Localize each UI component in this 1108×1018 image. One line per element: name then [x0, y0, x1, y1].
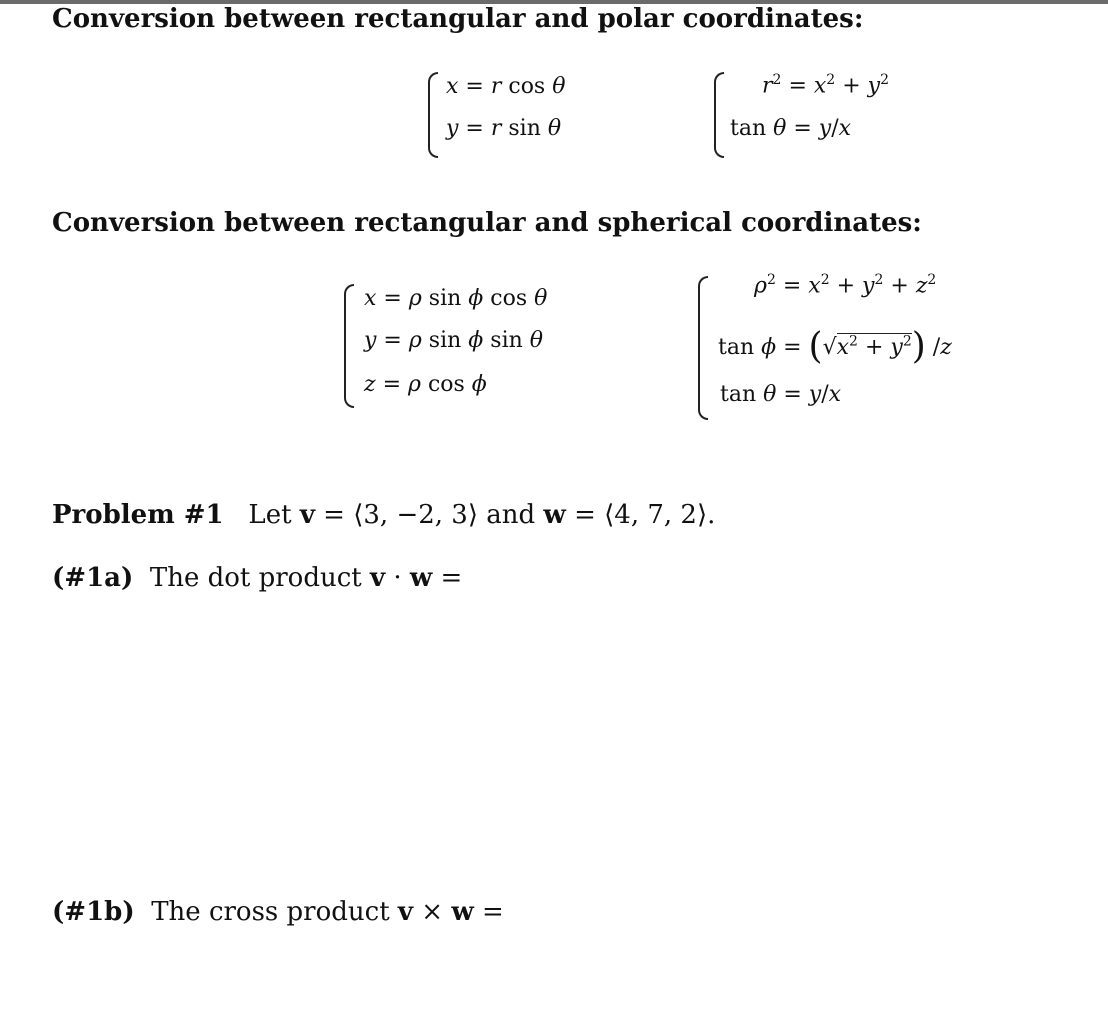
polar-heading: Conversion between rectangular and polar coordinates: — [52, 4, 864, 34]
spherical-heading: Conversion between rectangular and spherical coordinates: — [52, 208, 922, 238]
polar-eq-tan: tan θ = y/x — [730, 116, 852, 141]
spherical-eq-y: y = ρ sin ϕ sin θ — [364, 328, 544, 353]
left-brace — [344, 284, 354, 408]
part-1b: (#1b) The cross product v × w = — [52, 897, 504, 927]
spherical-inverse-system — [698, 270, 1028, 420]
spherical-eq-tan-theta: tan θ = y/x — [720, 382, 842, 407]
part-1a: (#1a) The dot product v · w = — [52, 563, 463, 593]
problem-statement: Problem #1 Let v = ⟨3, −2, 3⟩ and w = ⟨4, 7, 2⟩. — [52, 500, 716, 530]
problem-label: Problem #1 — [52, 500, 224, 530]
part-1b-label: (#1b) — [52, 897, 135, 927]
left-brace — [714, 72, 724, 158]
spherical-rect-system — [344, 282, 604, 408]
polar-eq-y: y = r sin θ — [446, 116, 562, 141]
polar-eq-r: $r^2 = x^2 + y^2$ — [762, 72, 889, 99]
polar-rect-system — [428, 68, 628, 158]
spherical-eq-z: z = ρ cos ϕ — [364, 372, 487, 397]
left-brace — [698, 276, 708, 420]
spherical-eq-rho: $\rho^2 = x^2 + y^2 + z^2$ — [754, 272, 937, 299]
polar-inverse-system — [714, 68, 954, 158]
left-brace — [428, 72, 438, 158]
spherical-eq-x: x = ρ sin ϕ cos θ — [364, 286, 548, 311]
polar-eq-x: x = r cos θ — [446, 74, 566, 99]
spherical-eq-tan-phi: $\tan \phi = (√x^2 + y^2)$ /z — [718, 326, 952, 367]
part-1a-label: (#1a) — [52, 563, 134, 593]
